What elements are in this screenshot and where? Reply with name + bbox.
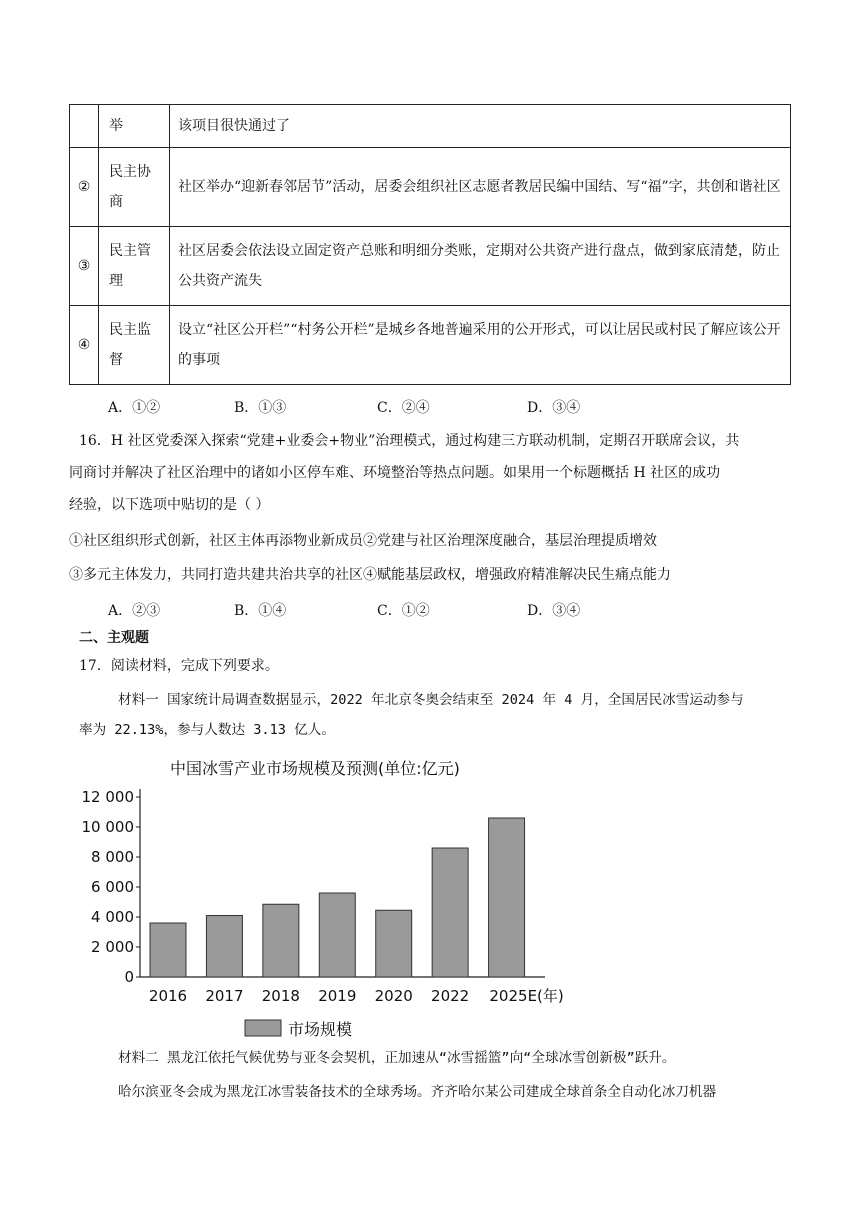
table-row xyxy=(70,306,791,385)
y-tick-label: 0 xyxy=(124,968,134,986)
section-title: 二、主观题 xyxy=(79,630,149,646)
q16-stem-line-1: 16．H 社区党委深入探索“党建+业委会+物业”治理模式，通过构建三方联动机制，定期召开联席会议，共 xyxy=(79,433,740,449)
choice-a[interactable]: A．②③ xyxy=(108,603,161,619)
row-number xyxy=(70,105,99,148)
choice-b[interactable]: B．①③ xyxy=(234,400,287,416)
q17-prompt: 17．阅读材料，完成下列要求。 xyxy=(79,658,279,674)
x-tick-label: 2018 xyxy=(261,987,300,1005)
q16-statement-1: ①社区组织形式创新，社区主体再添物业新成员②党建与社区治理深度融合，基层治理提质增效 xyxy=(69,533,657,549)
table-row xyxy=(70,227,791,306)
row-content: 该项目很快通过了 xyxy=(170,105,791,148)
row-content: 社区居委会依法设立固定资产总账和明细分类账，定期对公共资产进行盘点，做到家底清楚，防止公共资产流失 xyxy=(170,227,791,306)
bar xyxy=(489,818,525,977)
choice-b[interactable]: B．①④ xyxy=(234,603,287,619)
table-row xyxy=(70,105,791,148)
material1-line-1: 材料一 国家统计局调查数据显示，2022 年北京冬奥会结束至 2024 年 4 月，全国居民冰雪运动参与 xyxy=(118,692,744,708)
x-tick-label: 2022 xyxy=(431,987,470,1005)
choice-d[interactable]: D．③④ xyxy=(527,603,581,619)
bar xyxy=(263,904,299,977)
q16-stem-line-3: 经验，以下选项中贴切的是（ ） xyxy=(69,497,270,513)
options-table xyxy=(69,104,791,385)
y-tick-label: 2 000 xyxy=(91,938,134,956)
row-number: ② xyxy=(70,148,99,227)
row-category: 民主协商 xyxy=(99,148,170,227)
bar xyxy=(376,910,412,977)
y-tick-label: 4 000 xyxy=(91,908,134,926)
chart-title: 中国冰雪产业市场规模及预测(单位:亿元) xyxy=(170,759,460,778)
choice-c[interactable]: C．①② xyxy=(377,603,430,619)
y-tick-label: 10 000 xyxy=(81,818,134,836)
bar xyxy=(150,923,186,977)
y-tick-label: 6 000 xyxy=(91,878,134,896)
y-tick-label: 8 000 xyxy=(91,848,134,866)
row-number: ④ xyxy=(70,306,99,385)
y-tick-label: 12 000 xyxy=(81,788,134,806)
q16-stem-line-2: 同商讨并解决了社区治理中的诸如小区停车难、环境整治等热点问题。如果用一个标题概括 H 社区的成功 xyxy=(69,465,721,481)
bar xyxy=(319,893,355,977)
row-content: 设立“社区公开栏”“村务公开栏”是城乡各地普遍采用的公开形式，可以让居民或村民了解应该公开的事项 xyxy=(170,306,791,385)
row-category: 举 xyxy=(99,105,170,148)
x-tick-label: 2025E(年) xyxy=(489,987,564,1005)
choice-a[interactable]: A．①② xyxy=(108,400,161,416)
table-row xyxy=(70,148,791,227)
material2-line-2: 哈尔滨亚冬会成为黑龙江冰雪装备技术的全球秀场。齐齐哈尔某公司建成全球首条全自动化冰刀机器 xyxy=(118,1084,717,1100)
choice-c[interactable]: C．②④ xyxy=(377,400,430,416)
row-content: 社区举办“迎新春邻居节”活动，居委会组织社区志愿者教居民编中国结、写“福”字，共创和谐社区 xyxy=(170,148,791,227)
material1-line-2: 率为 22.13%，参与人数达 3.13 亿人。 xyxy=(79,722,335,738)
x-tick-label: 2016 xyxy=(148,987,188,1005)
material2-line-1: 材料二 黑龙江依托气候优势与亚冬会契机，正加速从“冰雪摇篮”向“全球冰雪创新极”跃升。 xyxy=(118,1050,676,1066)
legend-label: 市场规模 xyxy=(288,1020,353,1039)
x-tick-label: 2019 xyxy=(318,987,357,1005)
q16-statement-2: ③多元主体发力，共同打造共建共治共享的社区④赋能基层政权，增强政府精准解决民生痛点能力 xyxy=(69,567,671,583)
market-size-chart xyxy=(60,752,600,1042)
legend-swatch xyxy=(245,1020,281,1036)
row-category: 民主管理 xyxy=(99,227,170,306)
choice-d[interactable]: D．③④ xyxy=(527,400,581,416)
row-number: ③ xyxy=(70,227,99,306)
bar xyxy=(432,848,468,977)
x-tick-label: 2017 xyxy=(205,987,244,1005)
x-tick-label: 2020 xyxy=(374,987,413,1005)
bar xyxy=(206,916,242,978)
row-category: 民主监督 xyxy=(99,306,170,385)
